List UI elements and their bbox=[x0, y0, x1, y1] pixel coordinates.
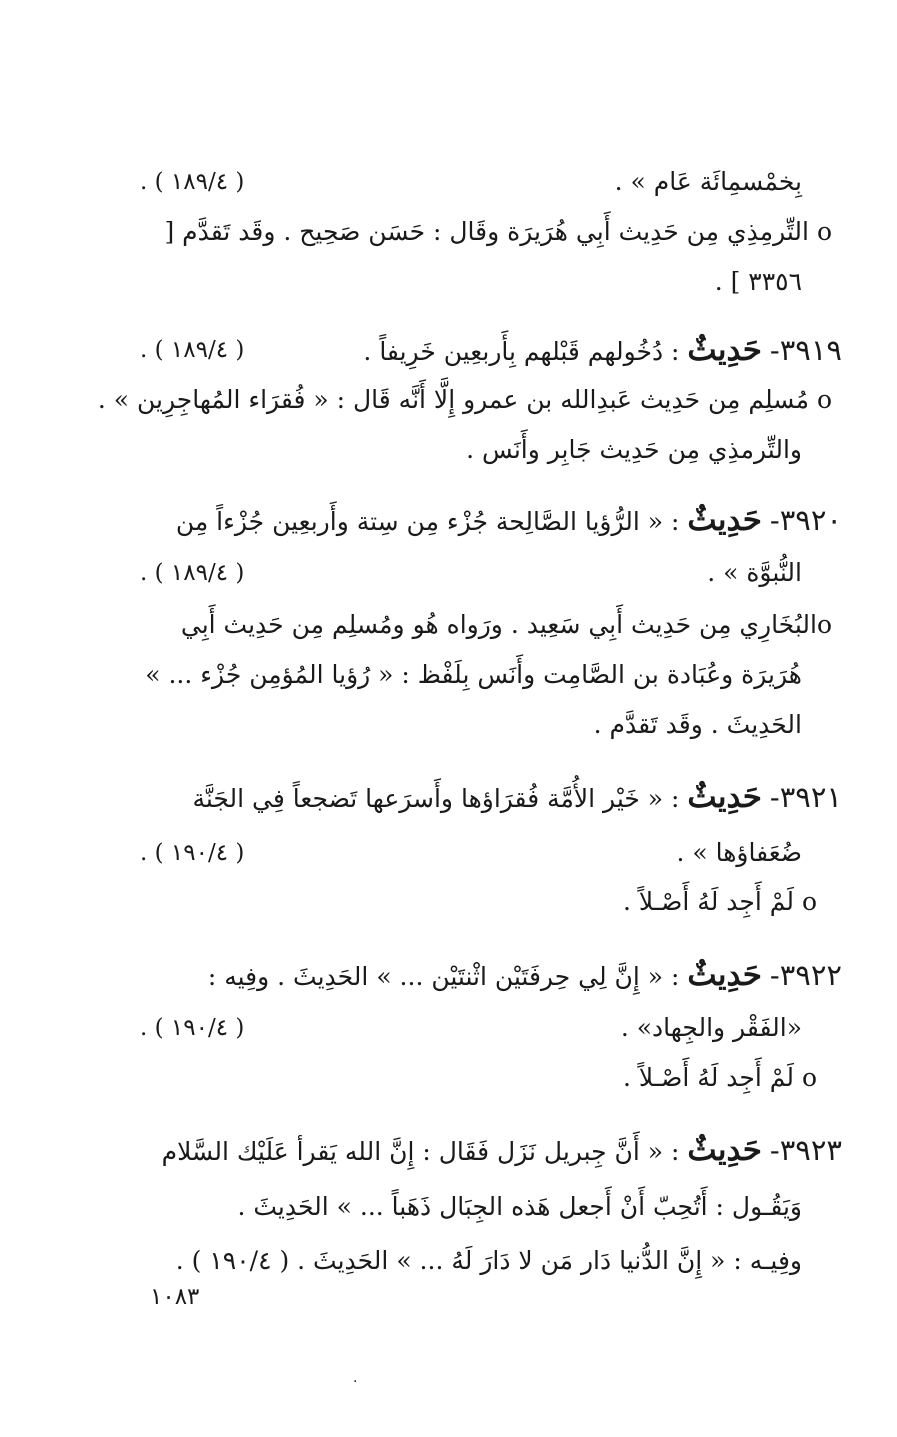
hadith-text: : « أَنَّ جِبريل نَزَل فَقَال : إِنَّ الله يَقرأ عَلَيْك السَّلام bbox=[161, 1137, 680, 1166]
takhrij-note: o التِّرمِذِي مِن حَدِيث أَبِي هُرَيرَة وقَال : حَسَن صَحِيح . وقَد تَقدَّم [ bbox=[164, 217, 832, 246]
hadith-text: وَيَقُـول : أَتُحِبّ أَنْ أَجعل هَذه الجِبَال ذَهَباً ... » الحَدِيثَ . bbox=[237, 1192, 802, 1221]
takhrij-note: ٣٣٥٦ ] . bbox=[714, 267, 802, 296]
page-number: ١٠٨٣ bbox=[150, 1284, 200, 1310]
hadith-keyword: حَدِيثٌ bbox=[687, 502, 762, 538]
hadith-text: : دُخُولهم قَبْلهم بِأَربعِين خَرِيفاً . bbox=[363, 337, 680, 366]
takhrij-note: oالبُخَارِي مِن حَدِيث أَبِي سَعِيد . ورَواه هُو ومُسلِم مِن حَدِيث أَبِي bbox=[180, 610, 832, 639]
takhrij-note: o مُسلِم مِن حَدِيث عَبدِالله بن عمرو إِلَّا أَنَّه قَال : « فُقرَاء المُهاجِرِين » . bbox=[97, 385, 832, 414]
hadith-text: «الفَقْر والجِهاد» . bbox=[620, 1013, 802, 1042]
hadith-text: : « الرُّؤيا الصَّالِحة جُزْء مِن سِتة وأَربعِين جُزْءاً مِن bbox=[175, 507, 680, 536]
takhrij-note: الحَدِيثَ . وقَد تَقدَّم . bbox=[593, 710, 802, 739]
hadith-text: النُّبوَّة » . bbox=[707, 558, 802, 587]
takhrij-note: والتِّرمذِي مِن حَدِيث جَابِر وأَنَس . bbox=[466, 435, 802, 464]
hadith-text: بِخمْسمِائَة عَام » . bbox=[614, 167, 802, 196]
entry-number: ٣٩٢٢- bbox=[769, 958, 842, 992]
hadith-keyword: حَدِيثٌ bbox=[687, 779, 762, 815]
entry-number: ٣٩٢١- bbox=[769, 780, 842, 814]
entry-number: ٣٩٢٠- bbox=[769, 503, 842, 537]
hadith-keyword: حَدِيثٌ bbox=[687, 332, 762, 368]
hadith-keyword: حَدِيثٌ bbox=[687, 957, 762, 993]
hadith-text: وفِيـه : « إِنَّ الدُّنيا دَار مَن لا دَارَ لَهُ ... » الحَدِيثَ . ( ١٩٠/٤ ) . bbox=[175, 1246, 802, 1275]
hadith-entry-3920 bbox=[130, 495, 842, 545]
volume-page-reference: ( ١٩٠/٤ ) . bbox=[140, 840, 245, 866]
hadith-entry-3921 bbox=[130, 772, 842, 822]
volume-page-reference: ( ١٩٠/٤ ) . bbox=[140, 1015, 245, 1041]
hadith-entry-3923 bbox=[130, 1125, 842, 1175]
volume-page-reference: ( ١٨٩/٤ ) . bbox=[140, 560, 245, 586]
entry-number: ٣٩٢٣- bbox=[769, 1133, 842, 1167]
hadith-text: ضُعَفاؤها » . bbox=[676, 838, 802, 867]
hadith-entry-3922 bbox=[130, 950, 842, 1000]
hadith-keyword: حَدِيثٌ bbox=[687, 1132, 762, 1168]
takhrij-note: هُرَيرَة وعُبَادة بن الصَّامِت وأَنَس بِلَفْظ : « رُؤيا المُؤمِن جُزْء ... » bbox=[145, 660, 802, 689]
scan-speck: . bbox=[353, 1370, 358, 1386]
takhrij-note: o لَمْ أَجِد لَهُ أَصْـلاً . bbox=[623, 1063, 817, 1092]
volume-page-reference: ( ١٨٩/٤ ) . bbox=[140, 169, 245, 195]
hadith-text: : « إِنَّ لِي حِرفَتَيْن اثْنتَيْن ... » الحَدِيثَ . وفِيه : bbox=[207, 962, 680, 991]
takhrij-note: o لَمْ أَجِد لَهُ أَصْـلاً . bbox=[623, 887, 817, 916]
entry-number: ٣٩١٩- bbox=[769, 333, 842, 367]
volume-page-reference: ( ١٨٩/٤ ) . bbox=[140, 337, 245, 363]
hadith-text: : « خَيْر الأُمَّة فُقرَاؤها وأَسرَعها تَضجعاً فِي الجَنَّة bbox=[192, 784, 680, 813]
